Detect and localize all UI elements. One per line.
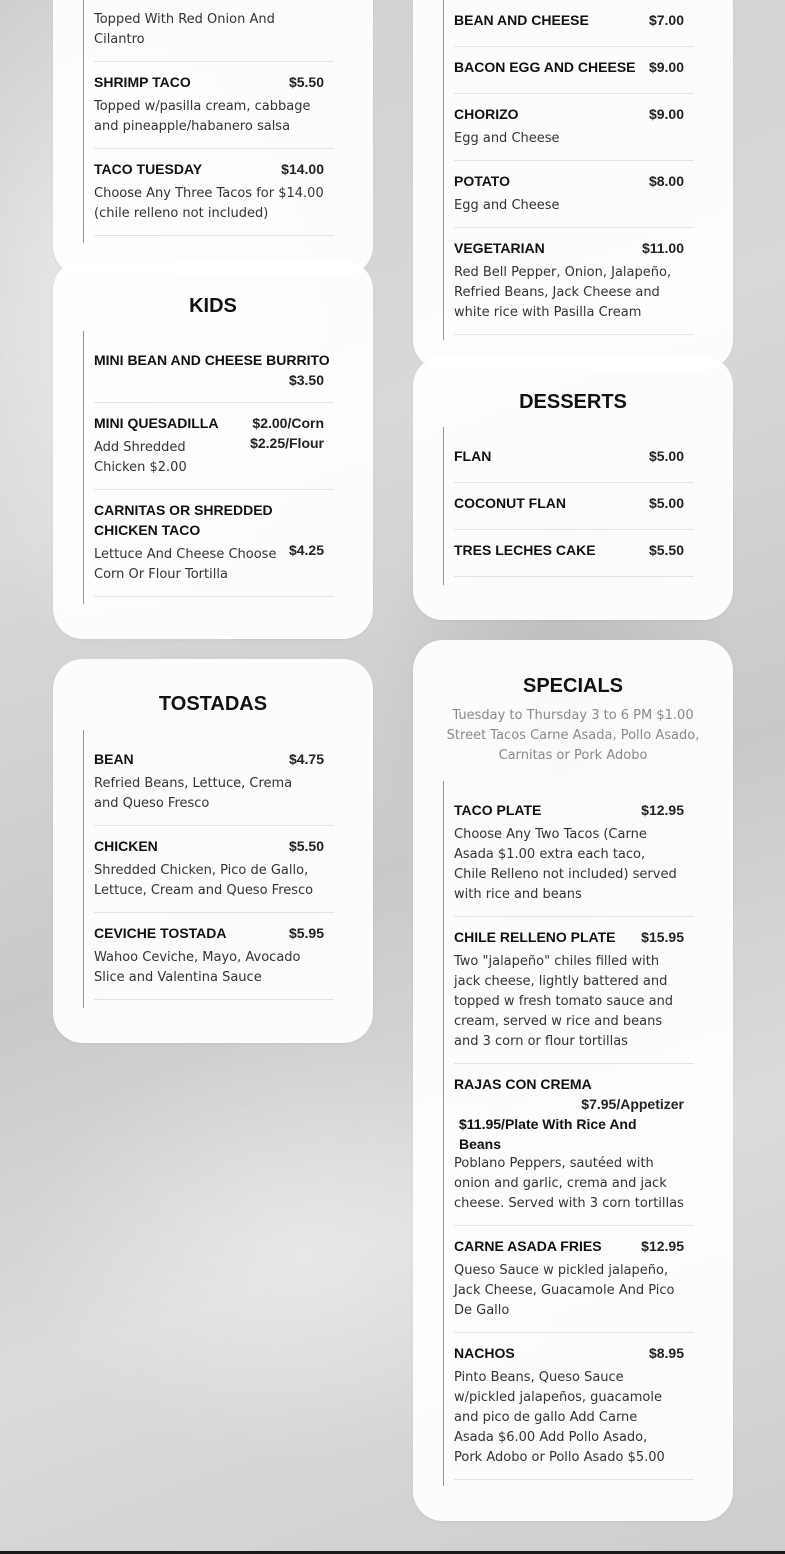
section-subtitle: Tuesday to Thursday 3 to 6 PM $1.00 Street Tacos Carne Asada, Pollo Asado, Carnitas or Pork Adobo: [446, 708, 700, 763]
item-name: CHICKEN: [94, 838, 158, 854]
item-description: Egg and Cheese: [454, 198, 560, 213]
item-name: CARNITAS OR SHREDDED CHICKEN TACO: [94, 502, 273, 538]
item-price: $2.00/Corn: [252, 415, 324, 431]
item-price: $9.00: [648, 59, 684, 75]
item-price-secondary: $2.25/Flour: [250, 435, 324, 451]
menu-item: [454, 917, 694, 1064]
item-price: $4.25: [288, 542, 324, 558]
item-description: Egg and Cheese: [454, 131, 560, 146]
item-description: Red Bell Pepper, Onion, Jalapeño, Refried Beans, Jack Cheese and white rice with Pasilla Cream: [454, 265, 672, 320]
item-description: Queso Sauce w pickled jalapeño, Jack Cheese, Guacamole And Pico De Gallo: [454, 1263, 675, 1318]
item-price: $12.95: [641, 1238, 684, 1254]
item-name: RAJAS CON CREMA: [454, 1076, 592, 1092]
menu-item: [454, 483, 694, 530]
menu-item: [454, 0, 694, 47]
menu-item: [454, 228, 694, 335]
menu-item: [454, 530, 694, 577]
menu-item: [94, 403, 334, 490]
item-price: $7.95/Appetizer: [581, 1096, 684, 1112]
specials-item-list: [443, 781, 694, 1486]
item-price: $7.00: [648, 12, 684, 28]
item-price: $8.00: [648, 173, 684, 189]
item-price: $5.50: [288, 74, 324, 90]
item-price-secondary: $11.95/Plate With Rice And Beans: [459, 1116, 637, 1152]
menu-item: [94, 149, 334, 236]
item-name: FLAN: [454, 448, 492, 464]
tostadas-card: [53, 659, 373, 1043]
item-description: Topped With Red Onion And Cilantro: [94, 12, 275, 47]
tostadas-item-list: [83, 730, 334, 1008]
item-name: BEAN AND CHEESE: [454, 12, 589, 28]
item-name: CARNE ASADA FRIES: [454, 1238, 602, 1254]
item-price: $8.95: [648, 1345, 684, 1361]
item-price: $5.50: [648, 542, 684, 558]
item-description: Poblano Peppers, sautéed with onion and garlic, crema and jack cheese. Served with 3 corn tortillas: [454, 1156, 684, 1211]
section-title: DESSERTS: [519, 391, 627, 413]
item-description: Shredded Chicken, Pico de Gallo, Lettuce, Cream and Queso Fresco: [94, 863, 314, 898]
menu-item: [94, 826, 334, 913]
menu-item: [454, 1333, 694, 1480]
breakfast-card: [413, 0, 733, 370]
item-description: Refried Beans, Lettuce, Crema and Queso Fresco: [94, 776, 293, 811]
item-description: Pinto Beans, Queso Sauce w/pickled jalapeños, guacamole and pico de gallo Add Carne Asada $6.00 Add Pollo Asado, Pork Adobo or Pollo Asado $5.00: [454, 1370, 665, 1465]
item-name: NACHOS: [454, 1345, 515, 1361]
desserts-item-list: [443, 427, 694, 585]
item-description: Choose Any Three Tacos for $14.00 (chile relleno not included): [94, 186, 324, 221]
item-description: Lettuce And Cheese Choose Corn Or Flour Tortilla: [94, 547, 277, 582]
item-name: COCONUT FLAN: [454, 495, 566, 511]
item-name: BEAN: [94, 751, 134, 767]
item-name: CHILE RELLENO PLATE: [454, 929, 616, 945]
item-price: $4.75: [288, 751, 324, 767]
menu-item: [94, 0, 334, 62]
item-price: $3.50: [288, 372, 324, 388]
menu-item: [94, 62, 334, 149]
menu-item: [454, 94, 694, 161]
item-description: Choose Any Two Tacos (Carne Asada $1.00 extra each taco, Chile Relleno not included) served with rice and beans: [454, 827, 677, 902]
item-name: VEGETARIAN: [454, 240, 545, 256]
item-name: POTATO: [454, 173, 510, 189]
menu-item: [454, 161, 694, 228]
item-price: $11.00: [641, 240, 684, 256]
item-name: MINI QUESADILLA: [94, 415, 219, 431]
item-price: $15.95: [641, 929, 684, 945]
breakfast-item-list: [443, 0, 694, 340]
menu-item: [454, 781, 694, 917]
item-price: $9.00: [648, 106, 684, 122]
menu-item: [454, 47, 694, 94]
menu-item: [94, 730, 334, 826]
item-name: TRES LECHES CAKE: [454, 542, 596, 558]
menu-item: [94, 490, 334, 597]
menu-item: [94, 331, 334, 403]
menu-item: [454, 1064, 694, 1226]
specials-card: [413, 640, 733, 1521]
item-price: $5.00: [648, 448, 684, 464]
desserts-card: [413, 356, 733, 620]
item-description: Add Shredded Chicken $2.00: [94, 440, 187, 475]
item-name: CHORIZO: [454, 106, 519, 122]
item-name: MINI BEAN AND CHEESE BURRITO: [94, 352, 330, 368]
item-name: TACO TUESDAY: [94, 161, 203, 177]
item-description: Two "jalapeño" chiles filled with jack cheese, lightly battered and topped w fresh tomato sauce and cream, served w rice and beans and 3 corn or flour tortillas: [454, 954, 674, 1049]
tacos-item-list: [83, 0, 334, 243]
item-name: BACON EGG AND CHEESE: [454, 59, 636, 75]
item-name: SHRIMP TACO: [94, 74, 191, 90]
menu-item: [94, 913, 334, 1000]
item-price: $12.95: [641, 802, 684, 818]
kids-item-list: [83, 331, 334, 604]
item-price: $14.00: [281, 161, 324, 177]
section-title: KIDS: [189, 295, 237, 317]
menu-item: [454, 1226, 694, 1333]
menu-item: [454, 427, 694, 483]
item-description: Topped w/pasilla cream, cabbage and pineapple/habanero salsa: [94, 99, 311, 134]
item-description: Wahoo Ceviche, Mayo, Avocado Slice and Valentina Sauce: [94, 950, 301, 985]
item-price: $5.00: [648, 495, 684, 511]
section-title: TOSTADAS: [158, 693, 268, 715]
item-price: $5.95: [288, 925, 324, 941]
kids-card: [53, 260, 373, 639]
section-title: SPECIALS: [522, 675, 624, 697]
item-name: CEVICHE TOSTADA: [94, 925, 227, 941]
tacos-card: [53, 0, 373, 276]
item-price: $5.50: [288, 838, 324, 854]
item-name: TACO PLATE: [454, 802, 542, 818]
